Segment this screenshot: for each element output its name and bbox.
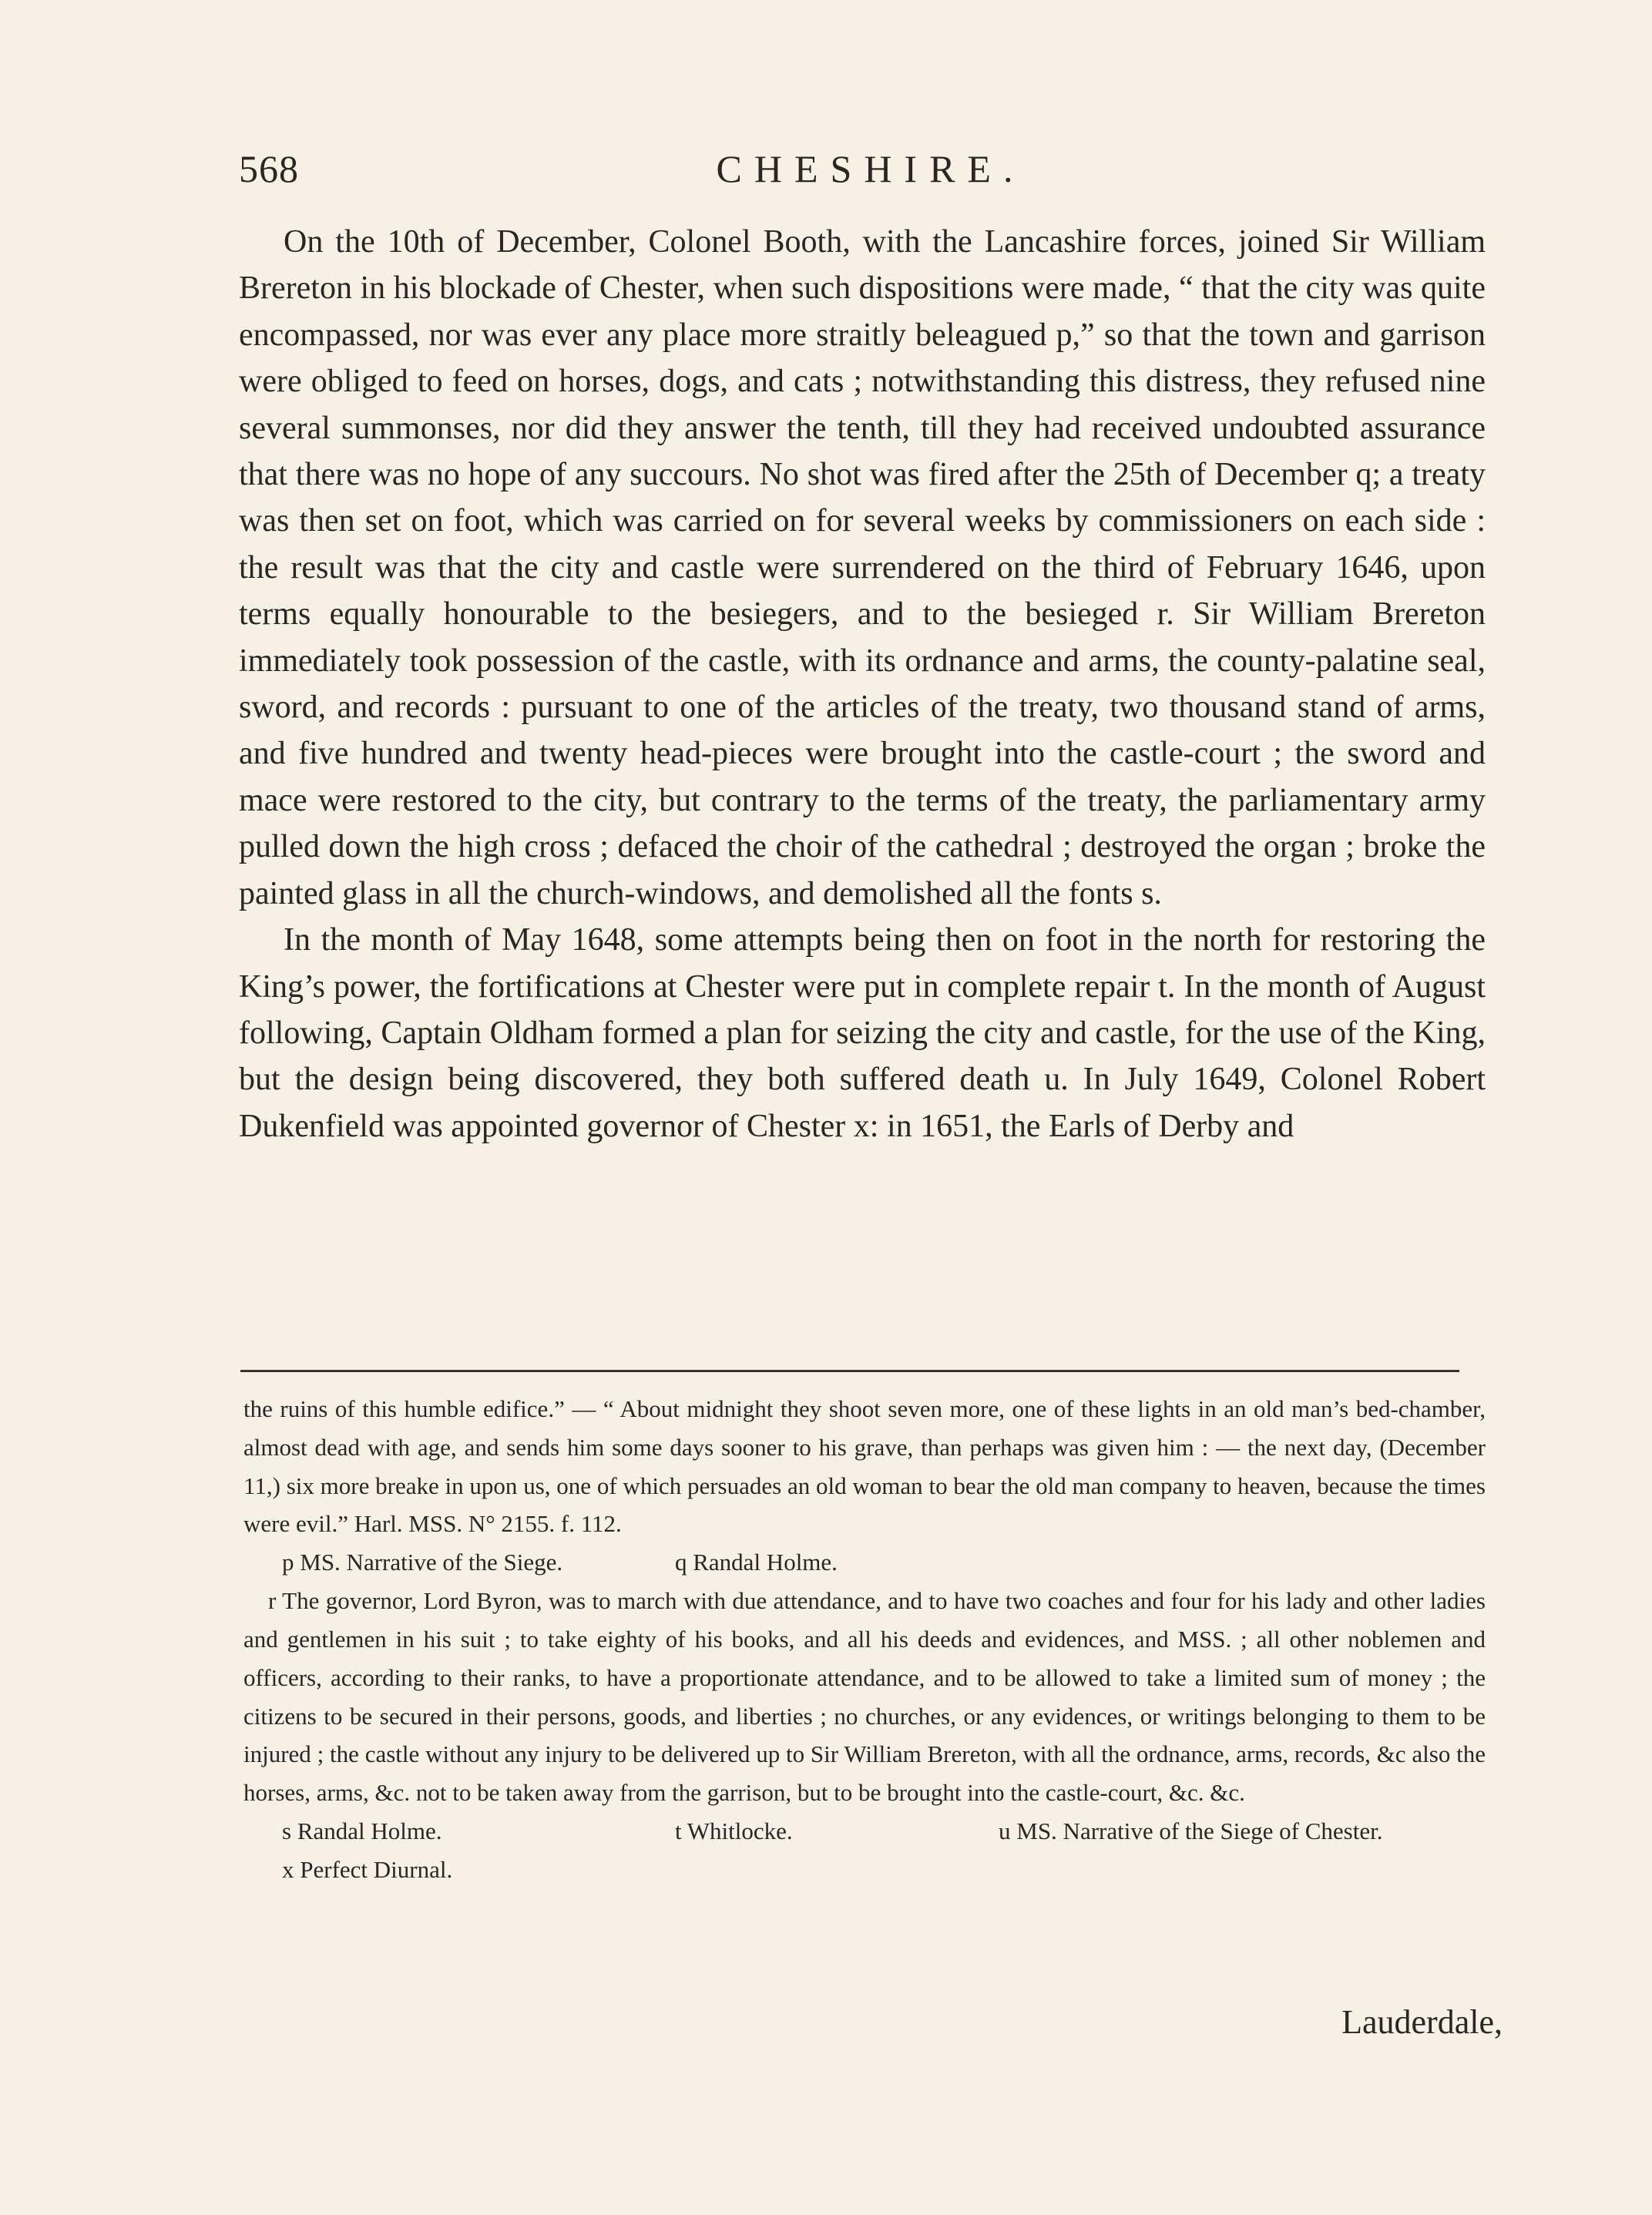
paragraph-siege-of-chester: On the 10th of December, Colonel Booth, with the Lancashire forces, joined Sir William Brereton in his blockade of Chester, when such dispositions were made, “ that the city was quite encompassed, nor was ever any place more straitly beleagued p,” so that the town and garrison were obliged to feed on horses, dogs, and cats ; notwithstanding this distress, they refused nine several summonses, nor did they answer the tenth, till they had received undoubted assurance that there was no hope of any succours. No shot was fired after the 25th of December q; a treaty was then set on foot, which was carried on for several weeks by commissioners on each side : the result was that the city and castle were surrendered on the third of February 1646, upon terms equally honourable to the besiegers, and to the besieged r. Sir William Brereton immediately took possession of the castle, with its ordnance and arms, the county-palatine seal, sword, and records : pursuant to one of the articles of the treaty, two thousand stand of arms, and five hundred and twenty head-pieces were brought into the castle-court ; the sword and mace were restored to the city, but contrary to the terms of the treaty, the parliamentary army pulled down the high cross ; defaced the choir of the cathedral ; destroyed the organ ; broke the painted glass in all the church-windows, and demolished all the fonts s. bbox=[239, 224, 1486, 911]
running-title: CHESHIRE. bbox=[716, 147, 1026, 190]
footnote-p: p MS. Narrative of the Siege. bbox=[282, 1549, 563, 1576]
running-head bbox=[239, 146, 1503, 200]
footnote-t: t Whitlocke. bbox=[675, 1817, 793, 1844]
footnote-row bbox=[243, 1543, 1486, 1582]
footnote-q: q Randal Holme. bbox=[675, 1549, 838, 1576]
footnote-x: x Perfect Diurnal. bbox=[282, 1855, 453, 1883]
footnote-r: r The governor, Lord Byron, was to march with due attendance, and to have two coaches and four for his lady and other ladies and gentlemen in his suit ; to take eighty of his books, and all his deeds and evidences, and MSS. ; all other noblemen and officers, according to their ranks, to have a proportionate attendance, and to be allowed to take a limited sum of money ; the citizens to be secured in their persons, goods, and liberties ; no churches, or any evidences, or writings belonging to them to be injured ; the castle without any injury to be delivered up to Sir William Brereton, with all the ordnance, arms, records, &c also the horses, arms, &c. not to be taken away from the garrison, but to be brought into the castle-court, &c. &c. bbox=[243, 1587, 1486, 1807]
footnote-row bbox=[243, 1851, 1486, 1889]
paragraph-restoring-kings-power: In the month of May 1648, some attempts being then on foot in the north for restoring the King’s power, the fortifications at Chester were put in complete repair t. In the month of August following, Captain Oldham formed a plan for seizing the city and castle, for the use of the King, but the design being discovered, they both suffered death u. In July 1649, Colonel Robert Dukenfield was appointed governor of Chester x: in 1651, the Earls of Derby and bbox=[239, 922, 1486, 1144]
main-text bbox=[239, 219, 1486, 1149]
catchword: Lauderdale, bbox=[1341, 2003, 1503, 2041]
footnote-rule bbox=[240, 1370, 1459, 1372]
footnote-continued: the ruins of this humble edifice.” — “ About midnight they shoot seven more, one of these lights in an old man’s bed-chamber, almost dead with age, and sends him some days sooner to his grave, than perhaps was given him : — the next day, (December 11,) six more breake in upon us, one of which persuades an old woman to bear the old man company to heaven, because the times were evil.” Harl. MSS. N° 2155. f. 112. bbox=[243, 1395, 1486, 1538]
footnotes bbox=[243, 1390, 1486, 1889]
footnote-row bbox=[243, 1812, 1486, 1851]
page-number: 568 bbox=[239, 147, 299, 190]
footnote-u: u MS. Narrative of the Siege of Chester. bbox=[999, 1817, 1383, 1844]
footnote-s: s Randal Holme. bbox=[282, 1817, 442, 1844]
